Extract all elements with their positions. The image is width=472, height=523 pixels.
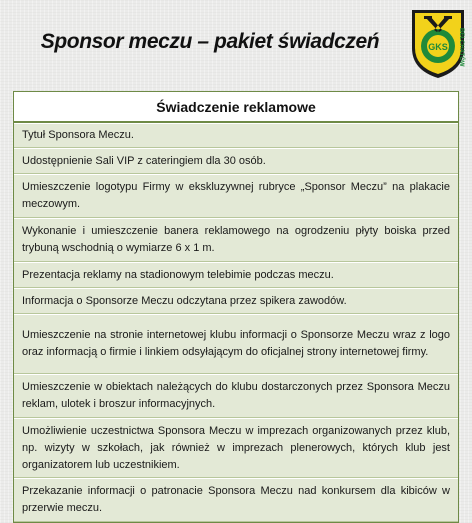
- slide-title: Sponsor meczu – pakiet świadczeń: [40, 30, 380, 53]
- benefits-table: [13, 91, 459, 523]
- table-row: Tytuł Sponsora Meczu.: [14, 123, 458, 148]
- logo-badge-text: GKS: [428, 42, 448, 52]
- table-row: Umieszczenie logotypu Firmy w ekskluzywnej rubryce „Sponsor Meczu” na plakacie meczowym.: [14, 174, 458, 218]
- table-row: Przekazanie informacji o patronacie Sponsora Meczu nad konkursem dla kibiców w przerwie meczu.: [14, 478, 458, 522]
- table-row: Udostępnienie Sali VIP z cateringiem dla 30 osób.: [14, 148, 458, 174]
- table-row: Informacja o Sponsorze Meczu odczytana przez spikera zawodów.: [14, 288, 458, 314]
- table-row: Wykonanie i umieszczenie banera reklamowego na ogrodzeniu płyty boiska przed trybuną wschodnią o wymiarze 6 x 1 m.: [14, 218, 458, 262]
- table-row: Umieszczenie na stronie internetowej klubu informacji o Sponsorze Meczu wraz z logo oraz informacją o firmie i linkiem odsyłającym do oficjalnej strony internetowej firmy.: [14, 314, 458, 374]
- logo-club-text: BEŁCHATÓW: [458, 28, 464, 67]
- table-row: Umieszczenie w obiektach należących do klubu dostarczonych przez Sponsora Meczu reklam, ulotek i broszur informacyjnych.: [14, 374, 458, 418]
- table-row: Umożliwienie uczestnictwa Sponsora Meczu w imprezach organizowanych przez klub, np. wizyty w szkołach, jak również w imprezach plenerowych, których klub jest organizatorem lub uczestnikiem.: [14, 418, 458, 478]
- table-row: Prezentacja reklamy na stadionowym telebimie podczas meczu.: [14, 262, 458, 288]
- club-logo: [408, 8, 468, 80]
- table-header: Świadczenie reklamowe: [14, 92, 458, 123]
